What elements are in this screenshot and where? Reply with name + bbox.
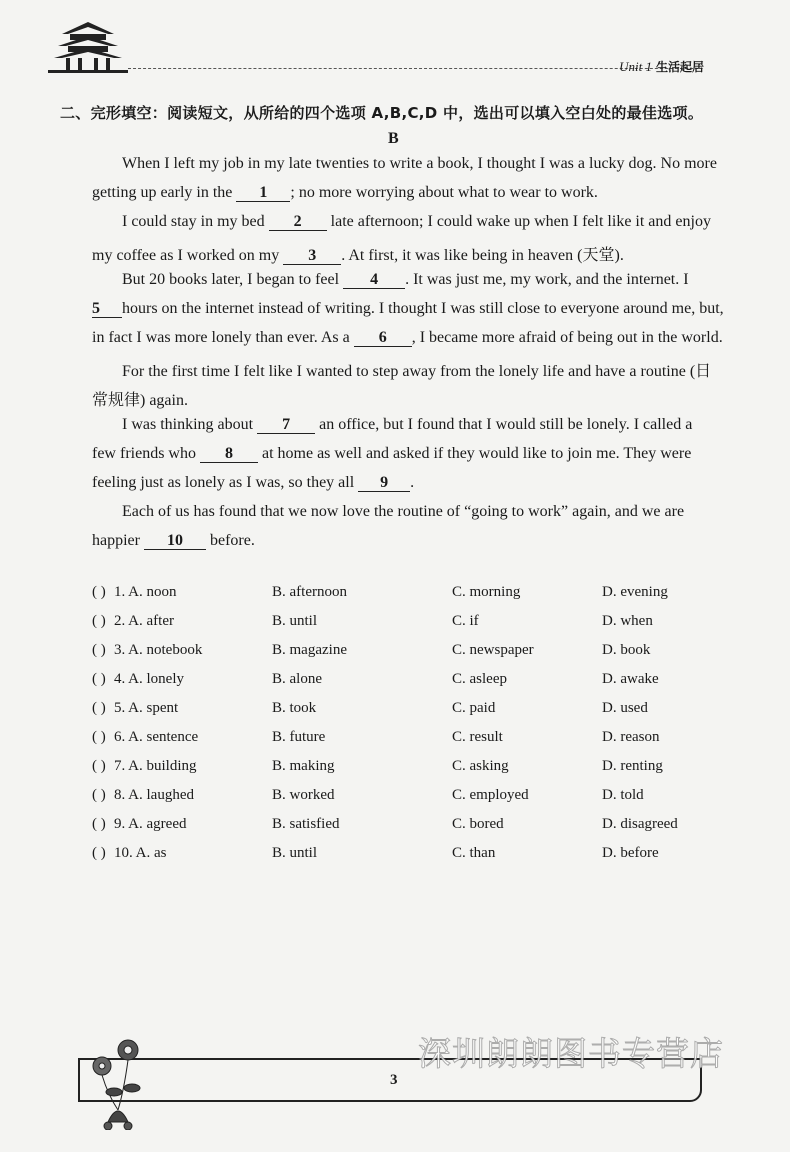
question-row-2 [92, 613, 692, 633]
passage-letter: B [388, 130, 399, 147]
option-b[interactable]: B. afternoon [272, 584, 347, 600]
passage-line-7 [92, 329, 723, 347]
option-d[interactable]: D. book [602, 642, 651, 658]
option-b[interactable]: B. alone [272, 671, 322, 687]
option-b[interactable]: B. making [272, 758, 335, 774]
flower-decoration-icon [78, 1030, 158, 1130]
option-d[interactable]: D. reason [602, 729, 660, 745]
option-c[interactable]: C. result [452, 729, 503, 745]
question-row-10 [92, 845, 692, 865]
question-row-3 [92, 642, 692, 662]
option-b[interactable]: B. magazine [272, 642, 347, 658]
option-c[interactable]: C. morning [452, 584, 521, 600]
option-a[interactable]: 10. A. as [114, 845, 167, 861]
unit-title: 生活起居 [655, 60, 704, 74]
shop-watermark: 深圳朗朗图书专营店 [418, 1034, 724, 1073]
option-d[interactable]: D. used [602, 700, 648, 716]
text: I was thinking about [122, 416, 258, 433]
option-a[interactable]: 8. A. laughed [114, 787, 194, 803]
text: an office, but I found that I would still be lonely. I called a [315, 416, 693, 433]
question-row-7 [92, 758, 692, 778]
answer-box[interactable]: ( ) [92, 642, 106, 658]
passage-line-9: 常规律) again. [92, 392, 188, 409]
text: getting up early in the [92, 184, 237, 201]
blank-8[interactable]: 8 [200, 446, 258, 463]
question-row-9 [92, 816, 692, 836]
option-b[interactable]: B. took [272, 700, 317, 716]
option-a[interactable]: 2. A. after [114, 613, 174, 629]
option-c[interactable]: C. employed [452, 787, 529, 803]
section-title: 二、完形填空：阅读短文，从所给的四个选项 A,B,C,D 中，选出可以填入空白处的最佳选项。 [60, 104, 704, 122]
text: I could stay in my bed [122, 213, 269, 230]
option-b[interactable]: B. future [272, 729, 326, 745]
text: before. [205, 532, 255, 549]
text: in fact I was more lonely than ever. As a [92, 329, 354, 346]
blank-2[interactable]: 2 [269, 214, 327, 231]
option-d[interactable]: D. told [602, 787, 644, 803]
passage-line-10 [122, 416, 692, 434]
passage-line-8: For the first time I felt like I wanted to step away from the lonely life and have a routine (日 [122, 363, 712, 380]
text: feeling just as lonely as I was, so they all [92, 474, 359, 491]
option-b[interactable]: B. worked [272, 787, 335, 803]
unit-label: Unit 1 [619, 59, 652, 74]
option-a[interactable]: 6. A. sentence [114, 729, 199, 745]
option-c[interactable]: C. asleep [452, 671, 507, 687]
option-a[interactable]: 3. A. notebook [114, 642, 203, 658]
blank-4[interactable]: 4 [343, 272, 405, 289]
option-d[interactable]: D. when [602, 613, 653, 629]
answer-box[interactable]: ( ) [92, 758, 106, 774]
text: happier [92, 532, 144, 549]
answer-box[interactable]: ( ) [92, 671, 106, 687]
option-a[interactable]: 7. A. building [114, 758, 197, 774]
text: . At first, it was like being in heaven (天堂). [341, 247, 624, 264]
option-c[interactable]: C. than [452, 845, 496, 861]
question-row-8 [92, 787, 692, 807]
passage-line-12 [92, 474, 414, 492]
blank-3[interactable]: 3 [283, 248, 341, 265]
option-b[interactable]: B. until [272, 845, 318, 861]
passage-line-3 [122, 213, 711, 231]
answer-box[interactable]: ( ) [92, 816, 106, 832]
option-d[interactable]: D. evening [602, 584, 668, 600]
answer-box[interactable]: ( ) [92, 613, 106, 629]
text: ; no more worrying about what to wear to work. [290, 184, 598, 201]
question-row-4 [92, 671, 692, 691]
option-d[interactable]: D. before [602, 845, 659, 861]
passage-line-13: Each of us has found that we now love the routine of “going to work” again, and we are [122, 503, 685, 520]
page-number: 3 [390, 1072, 398, 1088]
question-row-5 [92, 700, 692, 720]
option-c[interactable]: C. asking [452, 758, 509, 774]
answer-box[interactable]: ( ) [92, 787, 106, 803]
blank-7[interactable]: 7 [257, 417, 315, 434]
option-a[interactable]: 4. A. lonely [114, 671, 184, 687]
question-row-1 [92, 584, 692, 604]
option-d[interactable]: D. disagreed [602, 816, 678, 832]
text: hours on the internet instead of writing. I thought I was still close to everyone around me, but, [122, 300, 724, 317]
text: late afternoon; I could wake up when I felt like it and enjoy [326, 213, 711, 230]
answer-box[interactable]: ( ) [92, 700, 106, 716]
question-row-6 [92, 729, 692, 749]
text: . [410, 474, 415, 491]
passage-line-2 [92, 184, 598, 202]
text: at home as well and asked if they would like to join me. They were [257, 445, 692, 462]
text: my coffee as I worked on my [92, 247, 284, 264]
blank-6[interactable]: 6 [354, 330, 412, 347]
option-a[interactable]: 1. A. noon [114, 584, 177, 600]
answer-box[interactable]: ( ) [92, 845, 106, 861]
blank-9[interactable]: 9 [358, 475, 410, 492]
blank-1[interactable]: 1 [236, 185, 290, 202]
passage-line-4 [92, 242, 624, 265]
passage-line-14 [92, 532, 255, 550]
answer-box[interactable]: ( ) [92, 584, 106, 600]
header-rule [128, 68, 698, 69]
passage-line-5 [122, 271, 689, 289]
unit-header [619, 58, 704, 75]
option-a[interactable]: 5. A. spent [114, 700, 179, 716]
answer-box[interactable]: ( ) [92, 729, 106, 745]
option-c[interactable]: C. bored [452, 816, 504, 832]
option-d[interactable]: D. awake [602, 671, 659, 687]
text: But 20 books later, I began to feel [122, 271, 344, 288]
option-b[interactable]: B. satisfied [272, 816, 340, 832]
option-c[interactable]: C. paid [452, 700, 496, 716]
text: few friends who [92, 445, 200, 462]
passage-line-1: When I left my job in my late twenties to write a book, I thought I was a lucky dog. No more [122, 155, 717, 172]
blank-10[interactable]: 10 [144, 533, 206, 550]
text: . It was just me, my work, and the internet. I [405, 271, 689, 288]
option-c[interactable]: C. if [452, 613, 479, 629]
option-b[interactable]: B. until [272, 613, 318, 629]
blank-5[interactable]: 5 [92, 301, 122, 318]
passage-line-6 [92, 300, 724, 318]
option-d[interactable]: D. renting [602, 758, 663, 774]
text: , I became more afraid of being out in the world. [411, 329, 723, 346]
passage-line-11 [92, 445, 691, 463]
option-c[interactable]: C. newspaper [452, 642, 534, 658]
option-a[interactable]: 9. A. agreed [114, 816, 187, 832]
pagoda-logo [48, 20, 128, 74]
